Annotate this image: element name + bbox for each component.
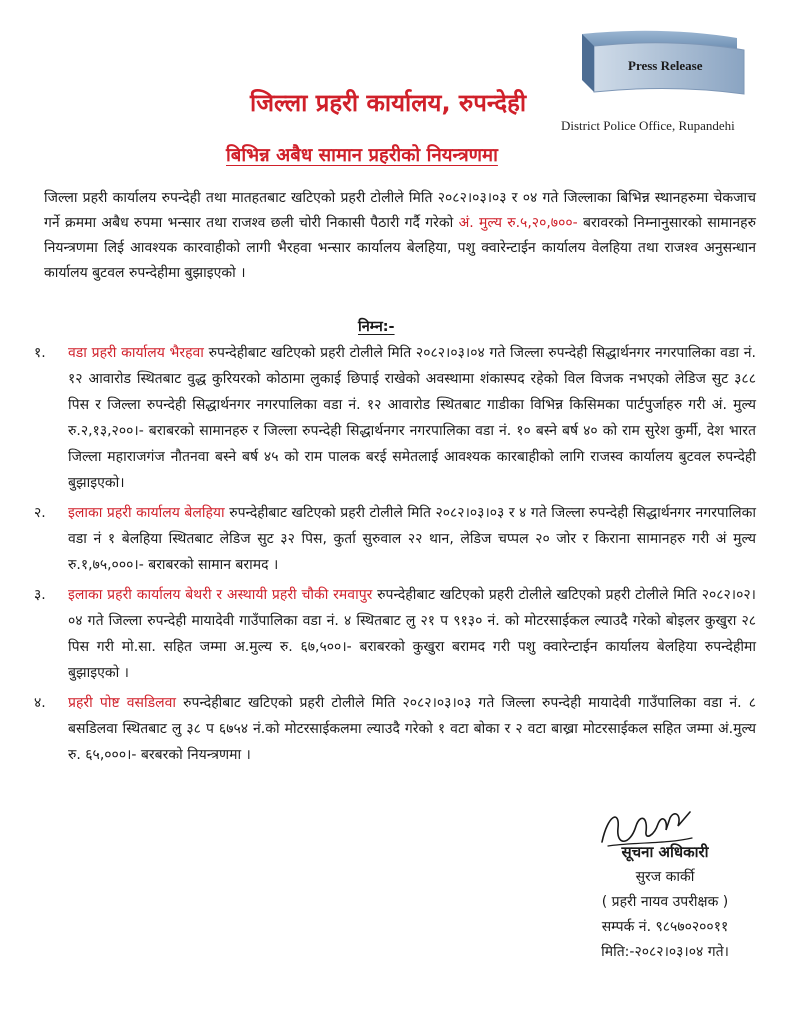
item-unit-name: वडा प्रहरी कार्यालय भैरहवा	[68, 345, 204, 361]
intro-text-start: जिल्ला प्रहरी कार्यालय रुपन्देही तथा मातहतबाट खटिएको प्रहरी टोलीले मिति २०८२।०३।०३ र ०४ गते जिल्लाका बिभिन्न स्थानहरुमा चेकजाच गर्ने क्रममा अबैध रुपमा भन्सार तथा राजश्व छली चोरी निकासी पैठारी गर्दै गरेको	[44, 190, 756, 231]
item-description: रुपन्देहीबाट खटिएको प्रहरी टोलीले मिति २०८२।०३।०४ गते जिल्ला रुपन्देही सिद्धार्थनगर नगरपालिका वडा नं. १२ आवारोड स्थितबाट वुद्ध कुरियरको कोठामा लुकाई छिपाई राखेको अवस्थामा शंकास्पद रहेको विल विजक नभएको लेडिज सुट ३८८ पिस र जिल्ला रुपन्देही सिद्धार्थनगर नगरपालिका वडा नं. १२ आवारोड स्थितबाट गाडीका विभिन्न किसिमका पार्टपुर्जाहरु गरी अं. मुल्य रु.२,१३,२००।- बराबरको सामानहरु र जिल्ला रुपन्देही सिद्धार्थनगर नगरपालिका वडा नं. १० बस्ने बर्ष ४० को राम सुरेश कुर्मी, देश भारत जिल्ला महाराजगंज नौतनवा बस्ने बर्ष ४५ को राम पालक बरई समेतलाई आवश्यक कारबाहीको लागि राजस्व कार्यालय बुटवल रुपन्देही बुझाइएको।	[68, 345, 756, 491]
item-description: रुपन्देहीबाट खटिएको प्रहरी टोलीले मिति २०८२।०३।०३ गते जिल्ला रुपन्देही मायादेवी गाउँपालिका वडा नं. ८ बसडिलवा स्थितबाट लु ३८ प ६७५४ नं.को मोटरसाईकलमा ल्याउदै गरेको १ वटा बोका र २ वटा बाख्रा मोटरसाईकल सहित जम्मा अं.मुल्य रु. ६५,०००।- बरबरको नियन्त्रणमा ।	[68, 695, 756, 763]
item-text	[68, 690, 756, 768]
item-unit-name: इलाका प्रहरी कार्यालय बेथरी र अस्थायी प्रहरी चौकी रमवापुर	[68, 587, 373, 603]
signoff-contact: सम्पर्क नं. ९८५७०२००११	[601, 919, 729, 935]
item-text	[68, 340, 756, 496]
list-item	[34, 500, 756, 578]
news-headline: बिभिन्न अबैध सामान प्रहरीको नियन्त्रणमा	[226, 145, 498, 166]
signoff-date: मिति:-२०८२।०३।०४ गते।	[601, 944, 729, 960]
item-text	[68, 582, 756, 686]
item-number: १.	[34, 345, 46, 361]
list-item	[34, 690, 756, 768]
item-text	[68, 500, 756, 578]
list-item	[34, 340, 756, 496]
item-description: रुपन्देहीबाट खटिएको प्रहरी टोलीले मिति २०८२।०३।०३ र ४ गते जिल्ला रुपन्देही सिद्धार्थनगर नगरपालिका वडा नं १ बेलहिया स्थितबाट लेडिज सुट ३२ पिस, कुर्ता सुरुवाल २२ थान, लेडिज चप्पल २० जोर र किराना सामानहरु गरी अं मुल्य रु.१,७५,०००।- बराबरको सामान बरामद ।	[68, 505, 756, 573]
item-number: २.	[34, 505, 46, 521]
signoff-rank: ( प्रहरी नायव उपरीक्षक )	[601, 894, 729, 910]
intro-paragraph	[44, 186, 756, 286]
signoff-block	[560, 840, 770, 965]
item-unit-name: इलाका प्रहरी कार्यालय बेलहिया	[68, 505, 225, 521]
item-number: ४.	[34, 695, 46, 711]
item-description: रुपन्देहीबाट खटिएको प्रहरी टोलीले खटिएको प्रहरी टोलीले मिति २०८२।०२।०४ गते जिल्ला रुपन्देही मायादेवी गाउँपालिका वडा नं. ४ स्थितबाट लु २१ प ९१३० नं. को मोटरसाईकल ल्याउदै गरेको बोइलर कुखुरा २८ पिस गरी मो.सा. सहित जम्मा अ.मुल्य रु. ६७,५००।- बराबरको कुखुरा बरामद गरी पशु क्वारेन्टाईन कार्यालय बेलहिया रुपन्देहीमा बुझाइएको ।	[68, 587, 756, 681]
office-title-english: District Police Office, Rupandehi	[561, 118, 735, 133]
seizure-list	[34, 340, 756, 772]
intro-total-value: अं. मुल्य रु.५,२०,७००-	[458, 215, 578, 231]
list-item	[34, 582, 756, 686]
office-title: जिल्ला प्रहरी कार्यालय, रुपन्देही	[250, 89, 527, 117]
item-number: ३.	[34, 587, 46, 603]
press-release-label: Press Release	[628, 58, 703, 73]
list-heading: निम्न:-	[358, 319, 395, 335]
signoff-name: सुरज कार्की	[635, 869, 695, 885]
signature-stroke	[602, 812, 690, 842]
press-release-banner	[572, 28, 747, 106]
item-unit-name: प्रहरी पोष्ट वसडिलवा	[68, 695, 177, 711]
intro-text-end: बरावरको निम्नानुसारको सामानहरु नियन्त्रणमा लिई आवश्यक कारवाहीको लागी भैरहवा भन्सार कार्यालय बेलहिया, पशु क्वारेन्टाईन कार्यालय वेलहिया तथा राजश्व अनुसन्धान कार्यालय बुटवल रुपन्देहीमा बुझाइएको ।	[44, 215, 756, 281]
signoff-title: सूचना अधिकारी	[621, 843, 709, 861]
